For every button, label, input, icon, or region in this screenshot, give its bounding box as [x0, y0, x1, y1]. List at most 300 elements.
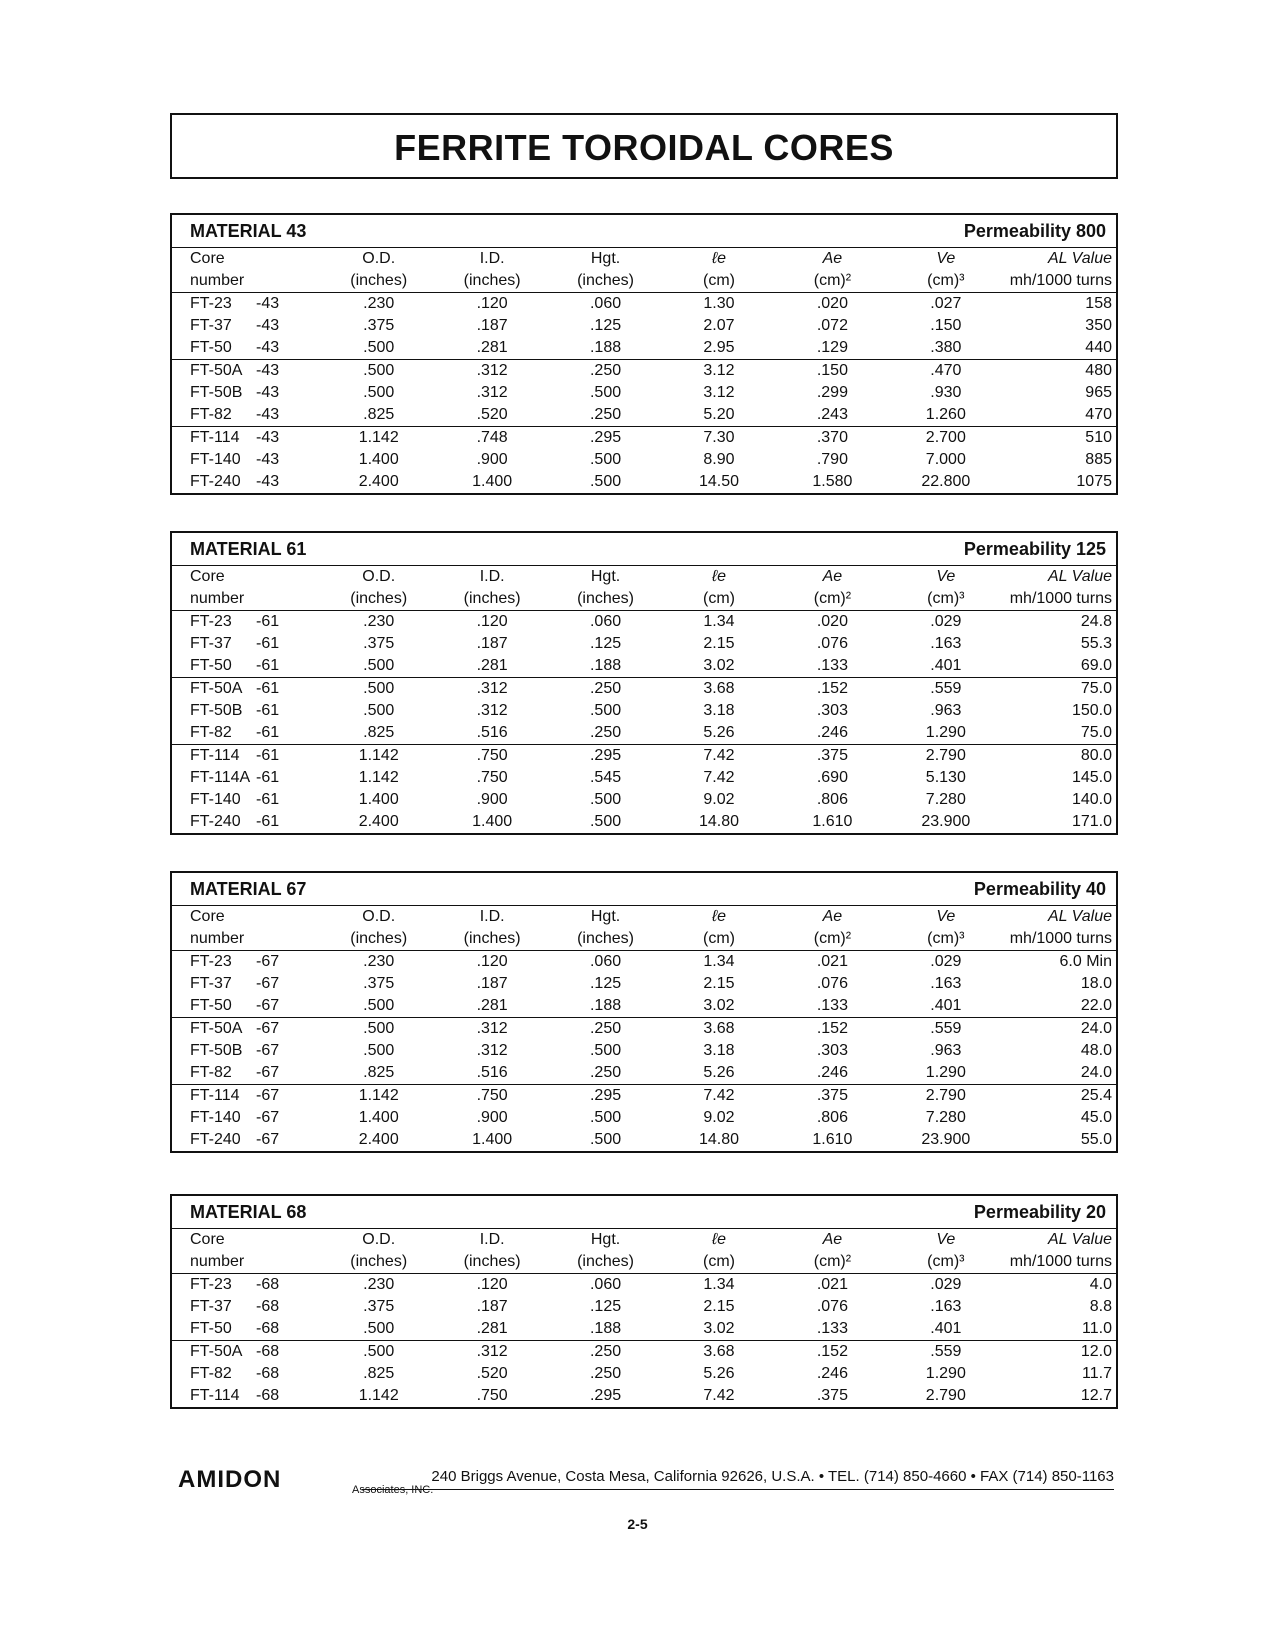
cell-od: .375 — [363, 975, 395, 992]
material-table — [170, 871, 1118, 1153]
material-name: MATERIAL 67 — [190, 879, 307, 899]
material-header — [172, 215, 1116, 248]
page-title: FERRITE TOROIDAL CORES — [394, 127, 894, 168]
material-name: MATERIAL 43 — [190, 221, 307, 241]
cell-ve: .559 — [889, 678, 1002, 701]
table-row — [172, 611, 1116, 634]
col-header-ve: (cm)³ — [889, 270, 1002, 293]
cell-ve: .163 — [930, 635, 962, 652]
col-header-hgt: (inches) — [549, 1251, 662, 1274]
col-header-ae: (cm)² — [776, 928, 889, 951]
cell-le: 3.12 — [662, 360, 775, 383]
col-header-al: AL Value — [1047, 568, 1112, 585]
core-size: FT-50B — [190, 702, 243, 719]
table-row — [172, 1018, 1116, 1041]
cell-ae: .375 — [816, 1387, 848, 1404]
cell-al: 25.4 — [1003, 1085, 1116, 1108]
cell-id: .520 — [476, 1365, 508, 1382]
core-material: -61 — [256, 702, 280, 719]
cell-core — [172, 315, 322, 337]
cell-hgt: .250 — [549, 1341, 662, 1364]
table-row — [172, 1085, 1116, 1108]
cell-core — [172, 995, 322, 1018]
cell-le: 7.42 — [703, 1387, 735, 1404]
cell-le: 3.02 — [703, 1320, 735, 1337]
cell-core — [172, 1385, 322, 1407]
col-header-ve: Ve — [936, 250, 956, 267]
core-material: -68 — [256, 1276, 280, 1293]
cell-od: .500 — [322, 678, 435, 701]
cell-hgt: .295 — [549, 1085, 662, 1108]
core-size: FT-82 — [190, 1365, 232, 1382]
cell-ve: 2.790 — [889, 745, 1002, 768]
cell-core — [172, 767, 322, 789]
cell-id: .187 — [476, 317, 508, 334]
cell-od: 1.142 — [358, 1387, 399, 1404]
cell-le: 3.02 — [703, 657, 735, 674]
col-header-ae: Ae — [822, 1231, 843, 1248]
cell-id: .750 — [435, 745, 548, 768]
cell-hgt: .125 — [589, 635, 622, 652]
col-header-ve: (cm)³ — [889, 928, 1002, 951]
cell-hgt: .125 — [589, 1298, 622, 1315]
cell-ae: .375 — [776, 1085, 889, 1108]
cell-le: 9.02 — [703, 1109, 735, 1126]
cell-ae: .076 — [816, 975, 848, 992]
col-header-od: O.D. — [362, 908, 396, 925]
core-size: FT-50A — [190, 1020, 243, 1037]
cell-hgt: .060 — [589, 613, 622, 630]
core-size: FT-50 — [190, 997, 232, 1014]
table-row — [172, 811, 1116, 833]
spec-table — [172, 906, 1116, 1151]
cell-ve: .029 — [930, 953, 962, 970]
cell-ae: .152 — [776, 1341, 889, 1364]
col-header-od: (inches) — [322, 270, 435, 293]
cell-id: .312 — [435, 678, 548, 701]
cell-id: .312 — [476, 702, 508, 719]
cell-ae: .243 — [816, 406, 848, 423]
cell-id: 1.400 — [472, 473, 513, 490]
col-header-al: mh/1000 turns — [1003, 1251, 1116, 1274]
material-name: MATERIAL 61 — [190, 539, 307, 559]
cell-ve: 5.130 — [925, 769, 966, 786]
table-row — [172, 1129, 1116, 1151]
cell-al: 12.7 — [1080, 1387, 1112, 1404]
cell-al: 24.0 — [1003, 1018, 1116, 1041]
cell-ae: 1.610 — [812, 813, 853, 830]
cell-ae: 1.610 — [812, 1131, 853, 1148]
core-material: -43 — [256, 473, 280, 490]
cell-od: 1.142 — [322, 745, 435, 768]
col-header-od: (inches) — [322, 1251, 435, 1274]
col-header-core: Core — [190, 250, 225, 267]
col-header-le: (cm) — [662, 928, 775, 951]
col-header-ve: Ve — [936, 1231, 956, 1248]
table-row — [172, 700, 1116, 722]
cell-od: 2.400 — [358, 473, 399, 490]
cell-ve: 23.900 — [921, 1131, 971, 1148]
col-header-hgt: Hgt. — [590, 1231, 621, 1248]
cell-le: 3.12 — [703, 384, 735, 401]
col-header-le: (cm) — [662, 588, 775, 611]
cell-le: 3.68 — [662, 1018, 775, 1041]
cell-core — [172, 337, 322, 360]
cell-od: .825 — [363, 724, 395, 741]
cell-al: 48.0 — [1080, 1042, 1112, 1059]
core-size: FT-140 — [190, 1109, 241, 1126]
cell-ae: .021 — [816, 1276, 848, 1293]
table-row — [172, 745, 1116, 768]
cell-ae: .021 — [816, 953, 848, 970]
core-size: FT-114A — [190, 769, 251, 786]
cell-hgt: .500 — [589, 813, 622, 830]
table-row — [172, 337, 1116, 360]
cell-id: .281 — [476, 657, 508, 674]
table-row — [172, 404, 1116, 427]
core-material: -67 — [256, 975, 280, 992]
cell-id: .187 — [476, 635, 508, 652]
cell-hgt: .545 — [589, 769, 622, 786]
header-row — [172, 906, 1116, 928]
cell-core — [172, 973, 322, 995]
cell-id: .120 — [476, 295, 508, 312]
cell-le: 1.30 — [703, 295, 735, 312]
cell-ve: .963 — [930, 1042, 962, 1059]
cell-hgt: .060 — [589, 1276, 622, 1293]
cell-id: .312 — [435, 1341, 548, 1364]
material-permeability: Permeability 800 — [963, 221, 1106, 241]
cell-core — [172, 655, 322, 678]
core-size: FT-37 — [190, 975, 232, 992]
material-header — [172, 533, 1116, 566]
table-row — [172, 1296, 1116, 1318]
cell-hgt: .250 — [589, 724, 622, 741]
cell-ae: .690 — [816, 769, 848, 786]
cell-hgt: .500 — [589, 384, 622, 401]
col-header-hgt: (inches) — [549, 270, 662, 293]
cell-le: 14.80 — [698, 813, 739, 830]
cell-ae: .072 — [816, 317, 848, 334]
core-size: FT-37 — [190, 1298, 232, 1315]
core-size: FT-114 — [190, 1387, 240, 1404]
core-material: -67 — [256, 1042, 280, 1059]
cell-ae: .790 — [816, 451, 848, 468]
cell-al: 1075 — [1076, 473, 1112, 490]
cell-al: 510 — [1003, 427, 1116, 450]
col-header-hgt: (inches) — [549, 588, 662, 611]
col-header-id: (inches) — [435, 588, 548, 611]
cell-ae: .806 — [816, 791, 848, 808]
cell-id: .187 — [476, 975, 508, 992]
cell-ae: .370 — [776, 427, 889, 450]
core-size: FT-240 — [190, 473, 241, 490]
core-size: FT-50 — [190, 339, 232, 356]
material-permeability: Permeability 20 — [973, 1202, 1106, 1222]
cell-id: .750 — [435, 1085, 548, 1108]
cell-core — [172, 745, 322, 768]
table-row — [172, 1107, 1116, 1129]
core-size: FT-23 — [190, 953, 232, 970]
cell-od: .230 — [363, 295, 395, 312]
cell-core — [172, 382, 322, 404]
cell-ae: .152 — [776, 1018, 889, 1041]
cell-ae: .133 — [816, 1320, 848, 1337]
core-size: FT-37 — [190, 317, 232, 334]
cell-ae: .303 — [816, 1042, 848, 1059]
cell-od: .500 — [363, 702, 395, 719]
cell-al: 55.0 — [1080, 1131, 1112, 1148]
header-row — [172, 566, 1116, 588]
page-number: 2-5 — [627, 1516, 648, 1532]
table-row — [172, 995, 1116, 1018]
core-material: -43 — [256, 339, 280, 356]
core-material: -67 — [256, 1131, 280, 1148]
cell-ae: 1.580 — [812, 473, 853, 490]
core-material: -61 — [256, 680, 280, 697]
cell-od: .230 — [363, 953, 395, 970]
cell-hgt: .125 — [589, 317, 622, 334]
col-header-le: ℓe — [711, 568, 727, 585]
cell-od: .375 — [363, 1298, 395, 1315]
cell-ve: 23.900 — [921, 813, 971, 830]
table-row — [172, 767, 1116, 789]
core-material: -67 — [256, 1087, 280, 1104]
cell-od: .500 — [363, 1042, 395, 1059]
col-header-ve: (cm)³ — [889, 588, 1002, 611]
cell-al: 480 — [1003, 360, 1116, 383]
core-size: FT-50A — [190, 680, 243, 697]
col-header-od: (inches) — [322, 928, 435, 951]
core-material: -43 — [256, 451, 280, 468]
cell-hgt: .250 — [549, 678, 662, 701]
core-material: -61 — [256, 613, 280, 630]
core-size: FT-82 — [190, 406, 232, 423]
cell-al: 45.0 — [1080, 1109, 1112, 1126]
cell-al: 80.0 — [1003, 745, 1116, 768]
cell-hgt: .295 — [549, 745, 662, 768]
cell-ve: 1.260 — [925, 406, 966, 423]
cell-le: 2.07 — [703, 317, 735, 334]
table-row — [172, 1341, 1116, 1364]
core-size: FT-50 — [190, 1320, 232, 1337]
material-permeability: Permeability 125 — [963, 539, 1106, 559]
cell-ve: .163 — [930, 975, 962, 992]
cell-core — [172, 1040, 322, 1062]
cell-ve: 7.280 — [925, 791, 966, 808]
cell-le: 2.95 — [703, 339, 735, 356]
table-row — [172, 427, 1116, 450]
cell-ve: .150 — [930, 317, 962, 334]
cell-ve: 2.700 — [889, 427, 1002, 450]
col-header-core: Core — [190, 568, 225, 585]
core-size: FT-140 — [190, 791, 241, 808]
cell-hgt: .188 — [589, 339, 622, 356]
cell-al: 158 — [1085, 295, 1112, 312]
cell-od: .500 — [363, 339, 395, 356]
cell-le: 3.18 — [703, 1042, 735, 1059]
spec-table — [172, 566, 1116, 833]
cell-id: .120 — [476, 613, 508, 630]
table-row — [172, 633, 1116, 655]
cell-ve: .029 — [930, 613, 962, 630]
col-header-le: (cm) — [662, 1251, 775, 1274]
cell-core — [172, 700, 322, 722]
cell-ve: 1.290 — [925, 1365, 966, 1382]
col-header-ae: (cm)² — [776, 588, 889, 611]
cell-ae: .133 — [816, 997, 848, 1014]
cell-core — [172, 1085, 322, 1108]
cell-hgt: .060 — [589, 295, 622, 312]
cell-ve: .027 — [930, 295, 962, 312]
col-header-hgt: Hgt. — [590, 568, 621, 585]
core-material: -43 — [256, 384, 280, 401]
cell-core — [172, 1018, 322, 1041]
cell-le: 9.02 — [703, 791, 735, 808]
spec-table — [172, 248, 1116, 493]
cell-hgt: .250 — [549, 1018, 662, 1041]
cell-ae: .375 — [776, 745, 889, 768]
col-header-id: I.D. — [479, 568, 505, 585]
cell-al: 171.0 — [1071, 813, 1112, 830]
col-header-al: mh/1000 turns — [1003, 588, 1116, 611]
core-size: FT-240 — [190, 813, 241, 830]
cell-al: 440 — [1085, 339, 1112, 356]
cell-le: 14.80 — [698, 1131, 739, 1148]
cell-hgt: .500 — [589, 791, 622, 808]
core-material: -43 — [256, 317, 280, 334]
cell-hgt: .500 — [589, 1109, 622, 1126]
cell-core — [172, 1341, 322, 1364]
core-material: -68 — [256, 1343, 280, 1360]
core-material: -67 — [256, 1109, 280, 1126]
cell-core — [172, 1274, 322, 1297]
col-header-id: I.D. — [479, 250, 505, 267]
material-header — [172, 1196, 1116, 1229]
col-header-le: ℓe — [711, 250, 727, 267]
table-row — [172, 655, 1116, 678]
header-row — [172, 1229, 1116, 1251]
cell-core — [172, 1107, 322, 1129]
core-material: -43 — [256, 295, 280, 312]
core-material: -68 — [256, 1365, 280, 1382]
core-material: -61 — [256, 813, 280, 830]
cell-le: 2.15 — [703, 975, 735, 992]
cell-hgt: .250 — [589, 1365, 622, 1382]
col-header-core: number — [172, 928, 322, 951]
table-row — [172, 722, 1116, 745]
cell-od: .230 — [363, 613, 395, 630]
table-row — [172, 1040, 1116, 1062]
cell-ve: .559 — [889, 1341, 1002, 1364]
col-header-id: (inches) — [435, 928, 548, 951]
col-header-core: number — [172, 1251, 322, 1274]
table-row — [172, 1385, 1116, 1407]
cell-id: .900 — [476, 451, 508, 468]
cell-core — [172, 449, 322, 471]
col-header-ae: Ae — [822, 908, 843, 925]
cell-le: 3.68 — [662, 1341, 775, 1364]
cell-od: .500 — [363, 657, 395, 674]
cell-ae: .150 — [776, 360, 889, 383]
core-material: -67 — [256, 1020, 280, 1037]
cell-hgt: .250 — [549, 360, 662, 383]
cell-ve: 1.290 — [925, 724, 966, 741]
table-row — [172, 360, 1116, 383]
cell-id: 1.400 — [472, 1131, 513, 1148]
cell-id: 1.400 — [472, 813, 513, 830]
col-header-hgt: (inches) — [549, 928, 662, 951]
cell-od: .500 — [322, 360, 435, 383]
cell-al: 24.0 — [1080, 1064, 1112, 1081]
cell-ve: 7.000 — [925, 451, 966, 468]
cell-le: 2.15 — [703, 635, 735, 652]
cell-ve: .930 — [930, 384, 962, 401]
cell-le: 7.42 — [662, 1085, 775, 1108]
cell-ve: 1.290 — [925, 1064, 966, 1081]
cell-id: .750 — [476, 769, 508, 786]
cell-le: 1.34 — [703, 1276, 735, 1293]
col-header-core: Core — [190, 908, 225, 925]
cell-ve: 2.790 — [889, 1085, 1002, 1108]
cell-al: 965 — [1085, 384, 1112, 401]
col-header-hgt: Hgt. — [590, 250, 621, 267]
material-name: MATERIAL 68 — [190, 1202, 307, 1222]
cell-od: 1.142 — [358, 769, 399, 786]
cell-id: .312 — [435, 360, 548, 383]
core-size: FT-240 — [190, 1131, 241, 1148]
core-size: FT-140 — [190, 451, 241, 468]
title-box — [170, 113, 1118, 179]
cell-al: 6.0 Min — [1059, 953, 1112, 970]
col-header-id: I.D. — [479, 1231, 505, 1248]
cell-al: 18.0 — [1080, 975, 1112, 992]
cell-od: .230 — [363, 1276, 395, 1293]
cell-ae: .133 — [816, 657, 848, 674]
cell-id: .281 — [476, 1320, 508, 1337]
cell-core — [172, 1062, 322, 1085]
table-row — [172, 1363, 1116, 1385]
material-table — [170, 213, 1118, 495]
col-header-od: O.D. — [362, 568, 396, 585]
cell-al: 885 — [1085, 451, 1112, 468]
cell-ve: .401 — [930, 997, 962, 1014]
table-row — [172, 1274, 1116, 1297]
col-header-core: Core — [190, 1231, 225, 1248]
cell-od: 2.400 — [358, 813, 399, 830]
header-row — [172, 928, 1116, 951]
cell-id: .312 — [476, 384, 508, 401]
cell-hgt: .188 — [589, 657, 622, 674]
col-header-od: (inches) — [322, 588, 435, 611]
cell-core — [172, 1296, 322, 1318]
cell-al: 145.0 — [1071, 769, 1112, 786]
material-table — [170, 1194, 1118, 1409]
footer — [170, 1466, 1118, 1506]
cell-od: 1.400 — [358, 791, 399, 808]
company-address: 240 Briggs Avenue, Costa Mesa, California 92626, U.S.A. • TEL. (714) 850-4660 • FAX (714) 850-1163 — [362, 1468, 1114, 1490]
core-size: FT-23 — [190, 295, 232, 312]
core-material: -61 — [256, 635, 280, 652]
cell-le: 14.50 — [698, 473, 739, 490]
cell-le: 7.42 — [703, 769, 735, 786]
cell-ae: .246 — [816, 1064, 848, 1081]
col-header-ve: (cm)³ — [889, 1251, 1002, 1274]
cell-al: 69.0 — [1080, 657, 1112, 674]
cell-ve: .401 — [930, 1320, 962, 1337]
col-header-al: mh/1000 turns — [1003, 928, 1116, 951]
header-row — [172, 588, 1116, 611]
